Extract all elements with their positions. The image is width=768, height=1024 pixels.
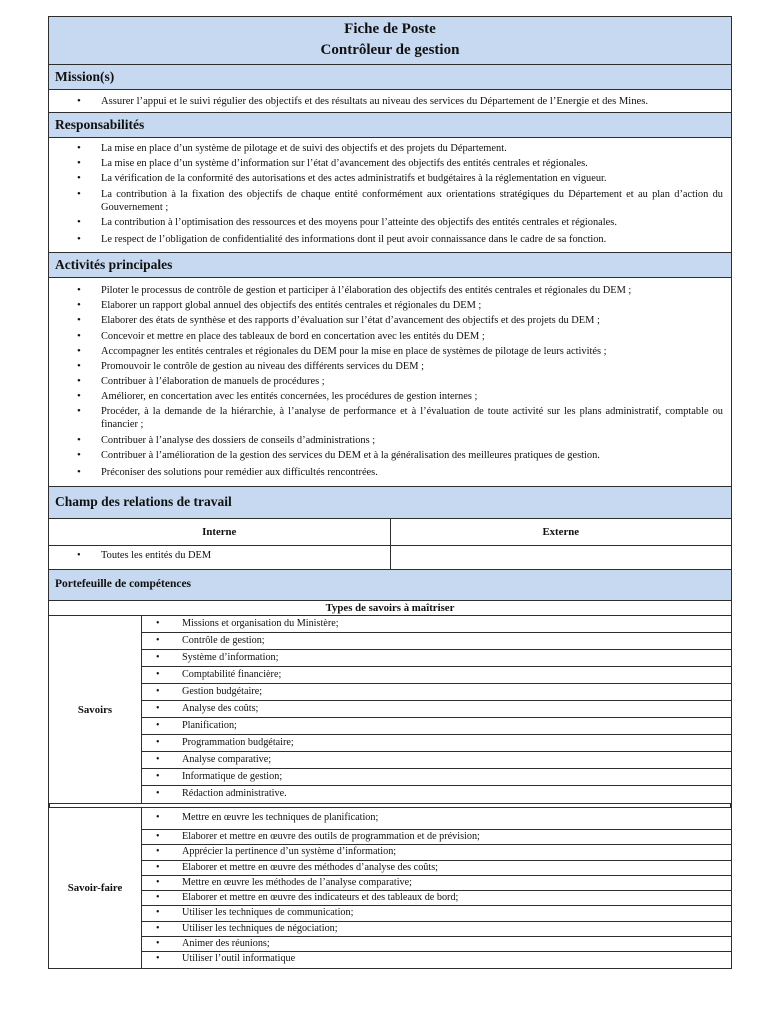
list-item: • Procéder, à la demande de la hiérarchie, à l’analyse de performance et à l’évaluation de toute activité sur les plans administratif, comptable ou financier ; [101,405,723,431]
interne-column [49,519,390,569]
competence-item: • Mettre en œuvre les techniques de planification; [142,808,731,830]
interne-cell [49,546,390,569]
list-item: • Améliorer, en concertation avec les entités concernées, les procédures de gestion internes ; [101,390,723,403]
competence-item: • Elaborer et mettre en œuvre des indicateurs et des tableaux de bord; [142,891,731,906]
interne-item: Toutes les entités du DEM [101,550,212,561]
externe-header: Externe [391,519,732,546]
list-item: • La vérification de la conformité des autorisations et des actes administratifs et budgétaires à la réglementation en vigueur. [101,172,723,185]
types-heading: Types de savoirs à maîtriser [49,600,731,615]
mission-heading: Mission(s) [49,64,731,89]
competence-item: • Mettre en œuvre les méthodes de l’analyse comparative; [142,876,731,891]
competence-item: • Apprécier la pertinence d’un système d’information; [142,845,731,860]
list-item: • Promouvoir le contrôle de gestion au niveau des différents services du DEM ; [101,360,723,373]
bullet-icon: • [77,550,81,561]
mission-list [49,89,731,112]
list-item: • La contribution à l’optimisation des ressources et des moyens pour l’atteinte des objectifs des entités centrales et régionales. [101,216,723,229]
externe-column [390,519,732,569]
competence-item: • Utiliser l’outil informatique [142,952,731,967]
list-item: • Accompagner les entités centrales et régionales du DEM pour la mise en place de systèmes de pilotage de leurs activités ; [101,345,723,358]
list-item: • La mise en place d’un système de pilotage et de suivi des objectifs et des projets du Département. [101,142,723,155]
competence-item: • Système d’information; [142,650,731,667]
competence-item: • Programmation budgétaire; [142,735,731,752]
responsabilites-list [49,137,731,252]
competence-item: • Elaborer et mettre en œuvre des outils de programmation et de prévision; [142,830,731,845]
savoirs-list [142,616,731,803]
document-title: Fiche de Poste [344,21,436,37]
competences-heading: Portefeuille de compétences [49,569,731,600]
list-item: • Contribuer à l’analyse des dossiers de conseils d’administrations ; [101,434,723,447]
competence-item: • Gestion budgétaire; [142,684,731,701]
competence-item: • Animer des réunions; [142,937,731,952]
activites-list [49,277,731,486]
list-item: • Piloter le processus de contrôle de gestion et participer à l’élaboration des objectifs des entités centrales et régionales du DEM ; [101,284,723,297]
title-block [49,17,731,64]
list-item: • Elaborer un rapport global annuel des objectifs des entités centrales et régionales du DEM ; [101,299,723,312]
list-item: • Elaborer des états de synthèse et des rapports d’évaluation sur l’état d’avancement des objectifs et des projets du DEM ; [101,314,723,327]
list-item: • Préconiser des solutions pour remédier aux difficultés rencontrées. [101,466,723,479]
competence-item: • Rédaction administrative. [142,786,731,803]
list-item: • Contribuer à l’élaboration de manuels de procédures ; [101,375,723,388]
job-description-sheet [48,16,732,969]
competence-item: • Missions et organisation du Ministère; [142,616,731,633]
relations-table [49,518,731,569]
competence-item: • Utiliser les techniques de communication; [142,906,731,921]
savoir-faire-list [142,808,731,968]
list-item: • Le respect de l’obligation de confidentialité des informations dont il peut avoir connaissance dans le cadre de sa fonction. [101,233,723,246]
competence-item: • Contrôle de gestion; [142,633,731,650]
savoirs-label: Savoirs [49,616,142,803]
job-description-table [48,16,732,969]
savoirs-row [49,615,731,803]
activites-heading: Activités principales [49,252,731,277]
job-title: Contrôleur de gestion [320,42,460,58]
competence-item: • Analyse des coûts; [142,701,731,718]
list-item: • La mise en place d’un système d’information sur l’état d’avancement des objectifs des entités centrales et régionales. [101,157,723,170]
list-item: • La contribution à la fixation des objectifs de chaque entité conformément aux orientations stratégiques du Département et au plan d’action du Gouvernement ; [101,188,723,214]
externe-cell [391,546,732,569]
savoir-faire-label: Savoir-faire [49,808,142,968]
interne-header: Interne [49,519,390,546]
competence-item: • Planification; [142,718,731,735]
competence-item: • Informatique de gestion; [142,769,731,786]
relations-heading: Champ des relations de travail [49,486,731,518]
list-item: • Contribuer à l’amélioration de la gestion des services du DEM et à la généralisation des meilleures pratiques de gestion. [101,449,723,462]
mission-item: • Assurer l’appui et le suivi régulier des objectifs et des résultats au niveau des services du Département de l’Energie et des Mines. [101,91,723,112]
competence-item: • Comptabilité financière; [142,667,731,684]
savoir-faire-row [49,807,731,969]
competence-item: • Analyse comparative; [142,752,731,769]
competence-item: • Utiliser les techniques de négociation; [142,922,731,937]
list-item: • Concevoir et mettre en place des tableaux de bord en concertation avec les entités du DEM ; [101,330,723,343]
responsabilites-heading: Responsabilités [49,112,731,137]
competence-item: • Elaborer et mettre en œuvre des méthodes d’analyse des coûts; [142,861,731,876]
